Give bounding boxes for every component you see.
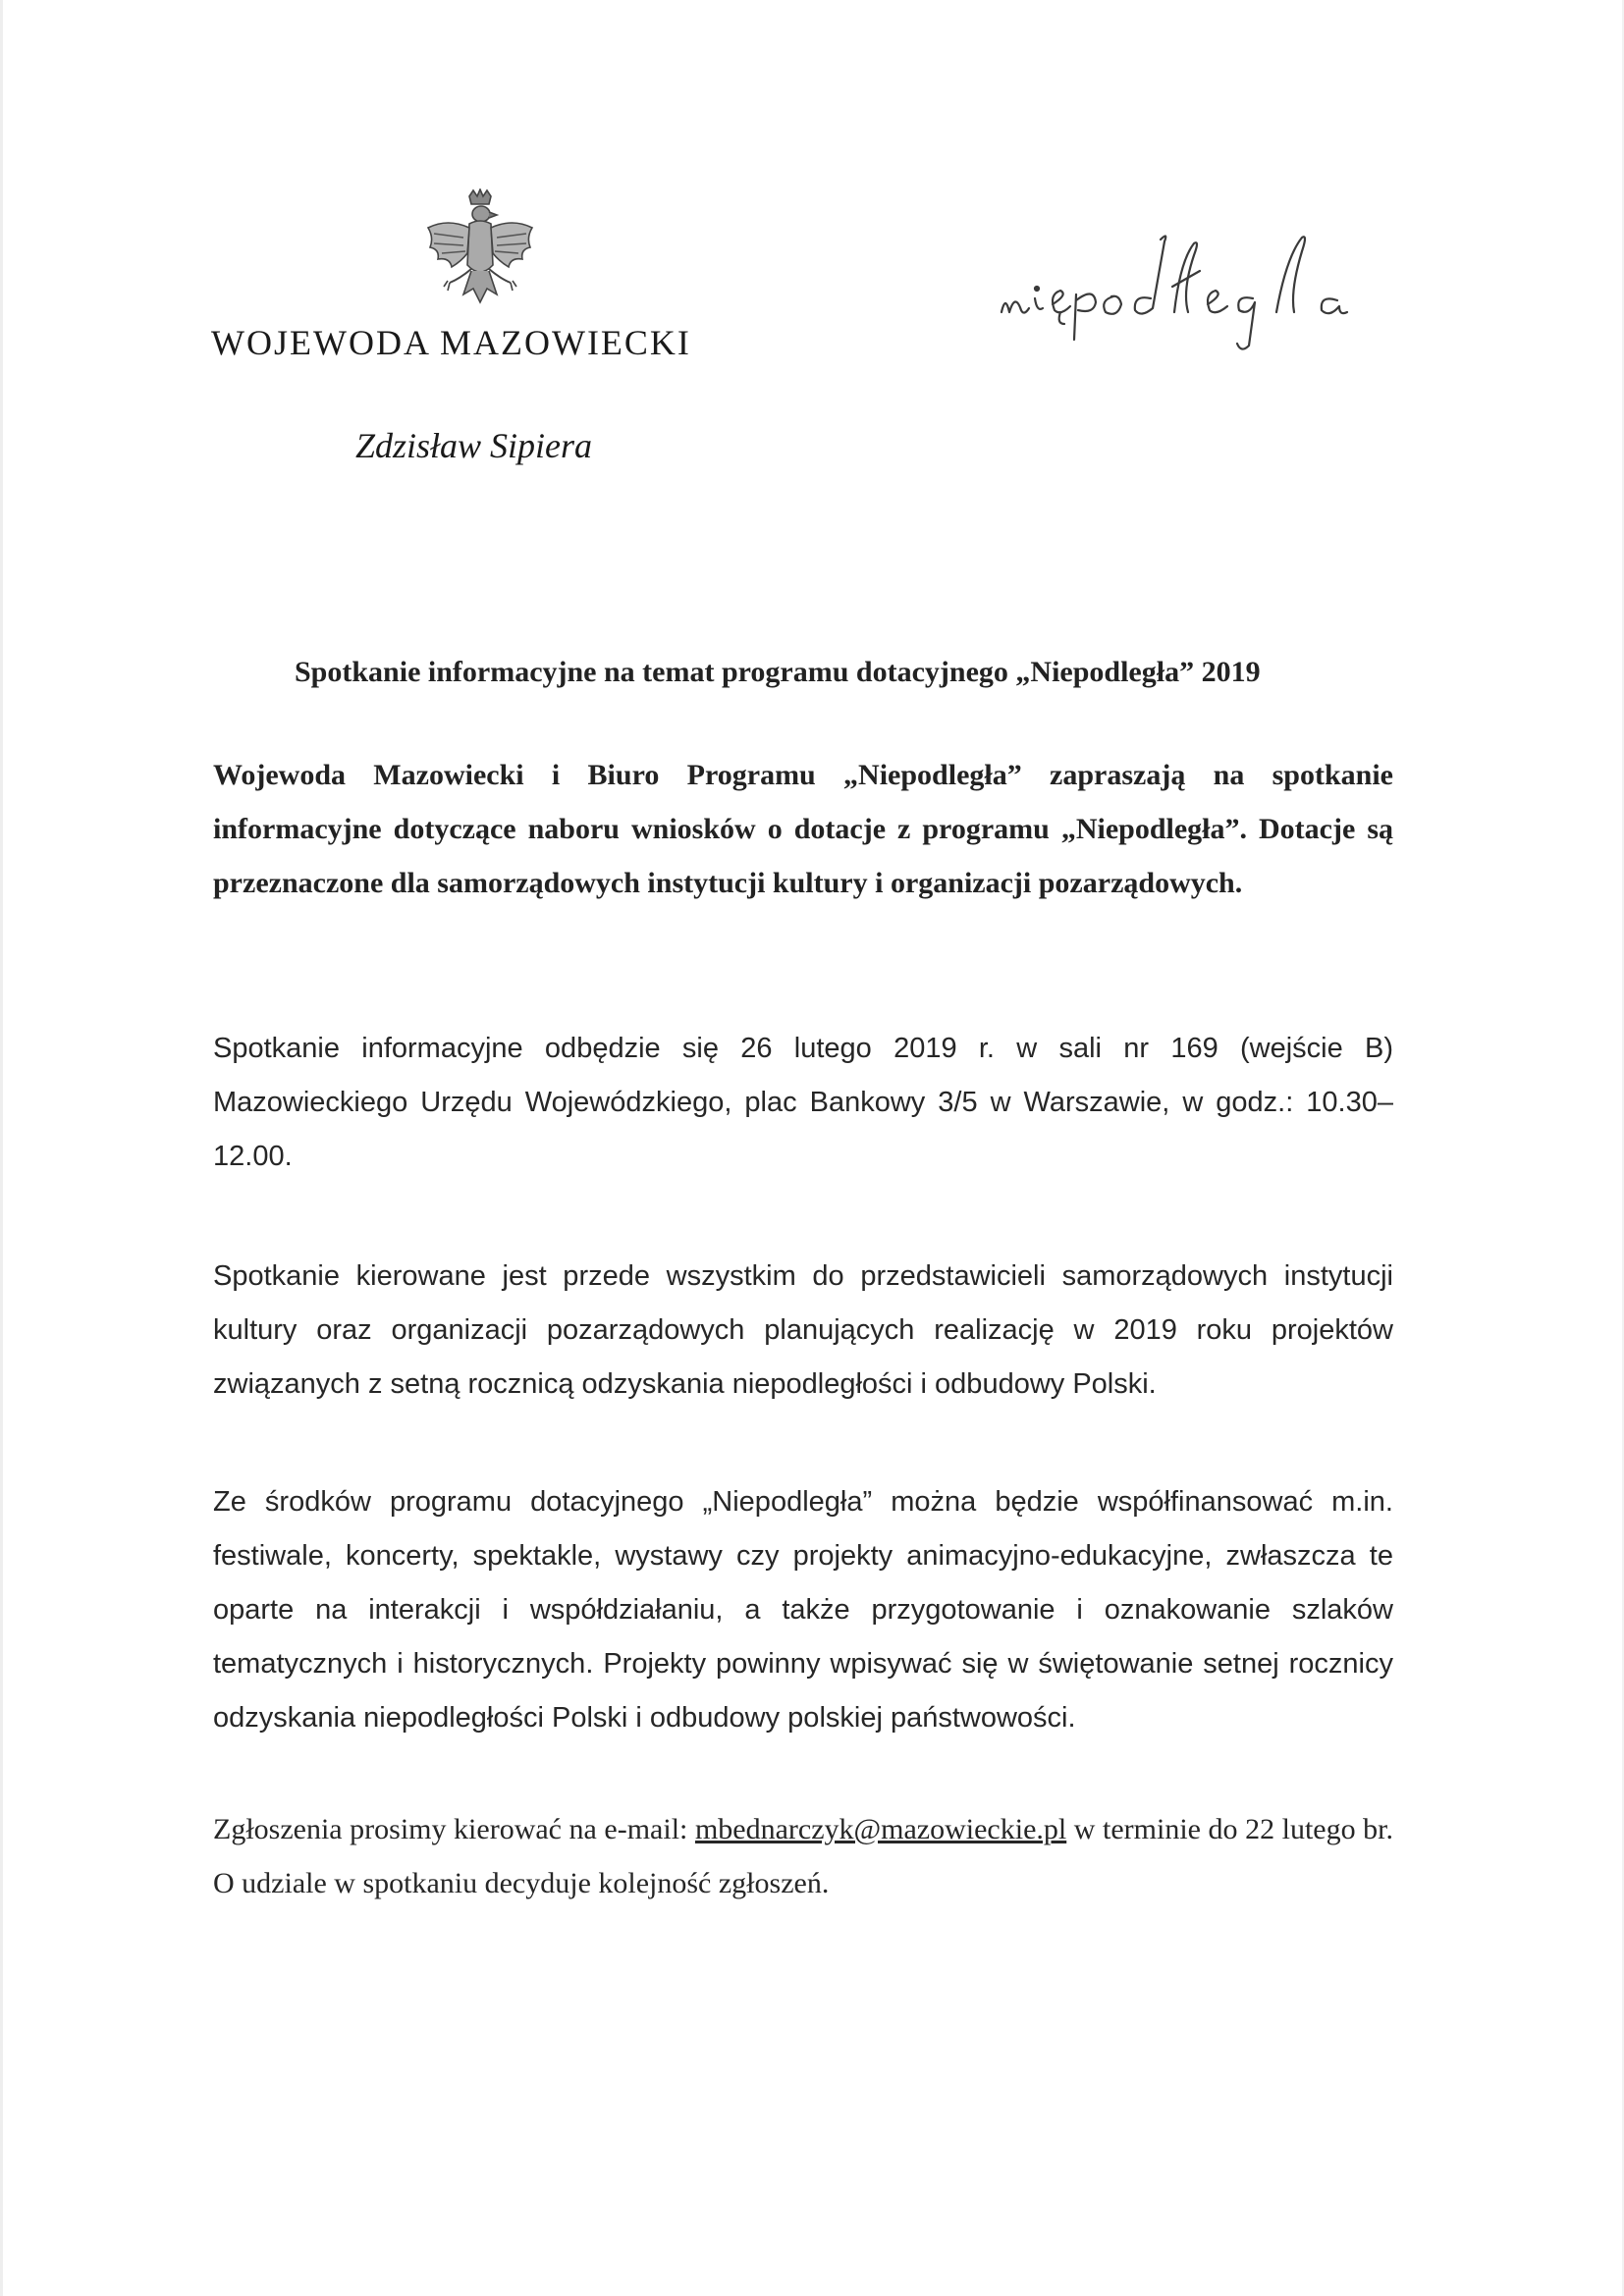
intro-paragraph: Wojewoda Mazowiecki i Biuro Programu „Niepodległa” zapraszają na spotkanie informacyjne dotyczące naboru wniosków o dotacje z programu „Niepodległa”. Dotacje są przeznaczone dla samorządowych instytucji kultury i organizacji pozarządowych.	[213, 759, 1393, 899]
document-heading: Spotkanie informacyjne na temat programu dotacyjnego „Niepodległa” 2019	[295, 656, 1261, 688]
niepodlegla-program-logo	[992, 222, 1424, 359]
funding-paragraph: Ze środków programu dotacyjnego „Niepodległa” można będzie współfinansować m.in. festiwale, koncerty, spektakle, wystawy czy projekty animacyjno-edukacyjne, zwłaszcza te oparte na interakcji i współdziałaniu, a także przygotowanie i oznakowanie szlaków tematycznych i historycznych. Projekty powinny wpisywać się w świętowanie setnej rocznicy odzyskania niepodległości Polski i odbudowy polskiej państwowości.	[213, 1486, 1393, 1734]
scan-edge-left	[0, 0, 3, 2296]
target-audience-paragraph: Spotkanie kierowane jest przede wszystkim do przedstawicieli samorządowych instytucji kultury oraz organizacji pozarządowych planujących realizację w 2019 roku projektów związanych z setną rocznicą odzyskania niepodległości i odbudowy Polski.	[213, 1260, 1393, 1400]
contact-suffix: w terminie do 22 lutego br. O udziale w spotkaniu decyduje kolejność zgłoszeń.	[213, 1813, 1393, 1899]
office-title: WOJEWODA MAZOWIECKI	[211, 323, 691, 362]
contact-prefix: Zgłoszenia prosimy kierować na e-mail:	[213, 1813, 695, 1845]
polish-eagle-emblem-icon	[420, 188, 540, 316]
contact-paragraph	[213, 1802, 1393, 1910]
contact-email-link[interactable]: mbednarczyk@mazowieckie.pl	[694, 1813, 1067, 1845]
person-name: Zdzisław Sipiera	[355, 426, 593, 465]
meeting-date-paragraph: Spotkanie informacyjne odbędzie się 26 lutego 2019 r. w sali nr 169 (wejście B) Mazowieckiego Urzędu Wojewódzkiego, plac Bankowy 3/5 w Warszawie, w godz.: 10.30–12.00.	[213, 1033, 1393, 1172]
